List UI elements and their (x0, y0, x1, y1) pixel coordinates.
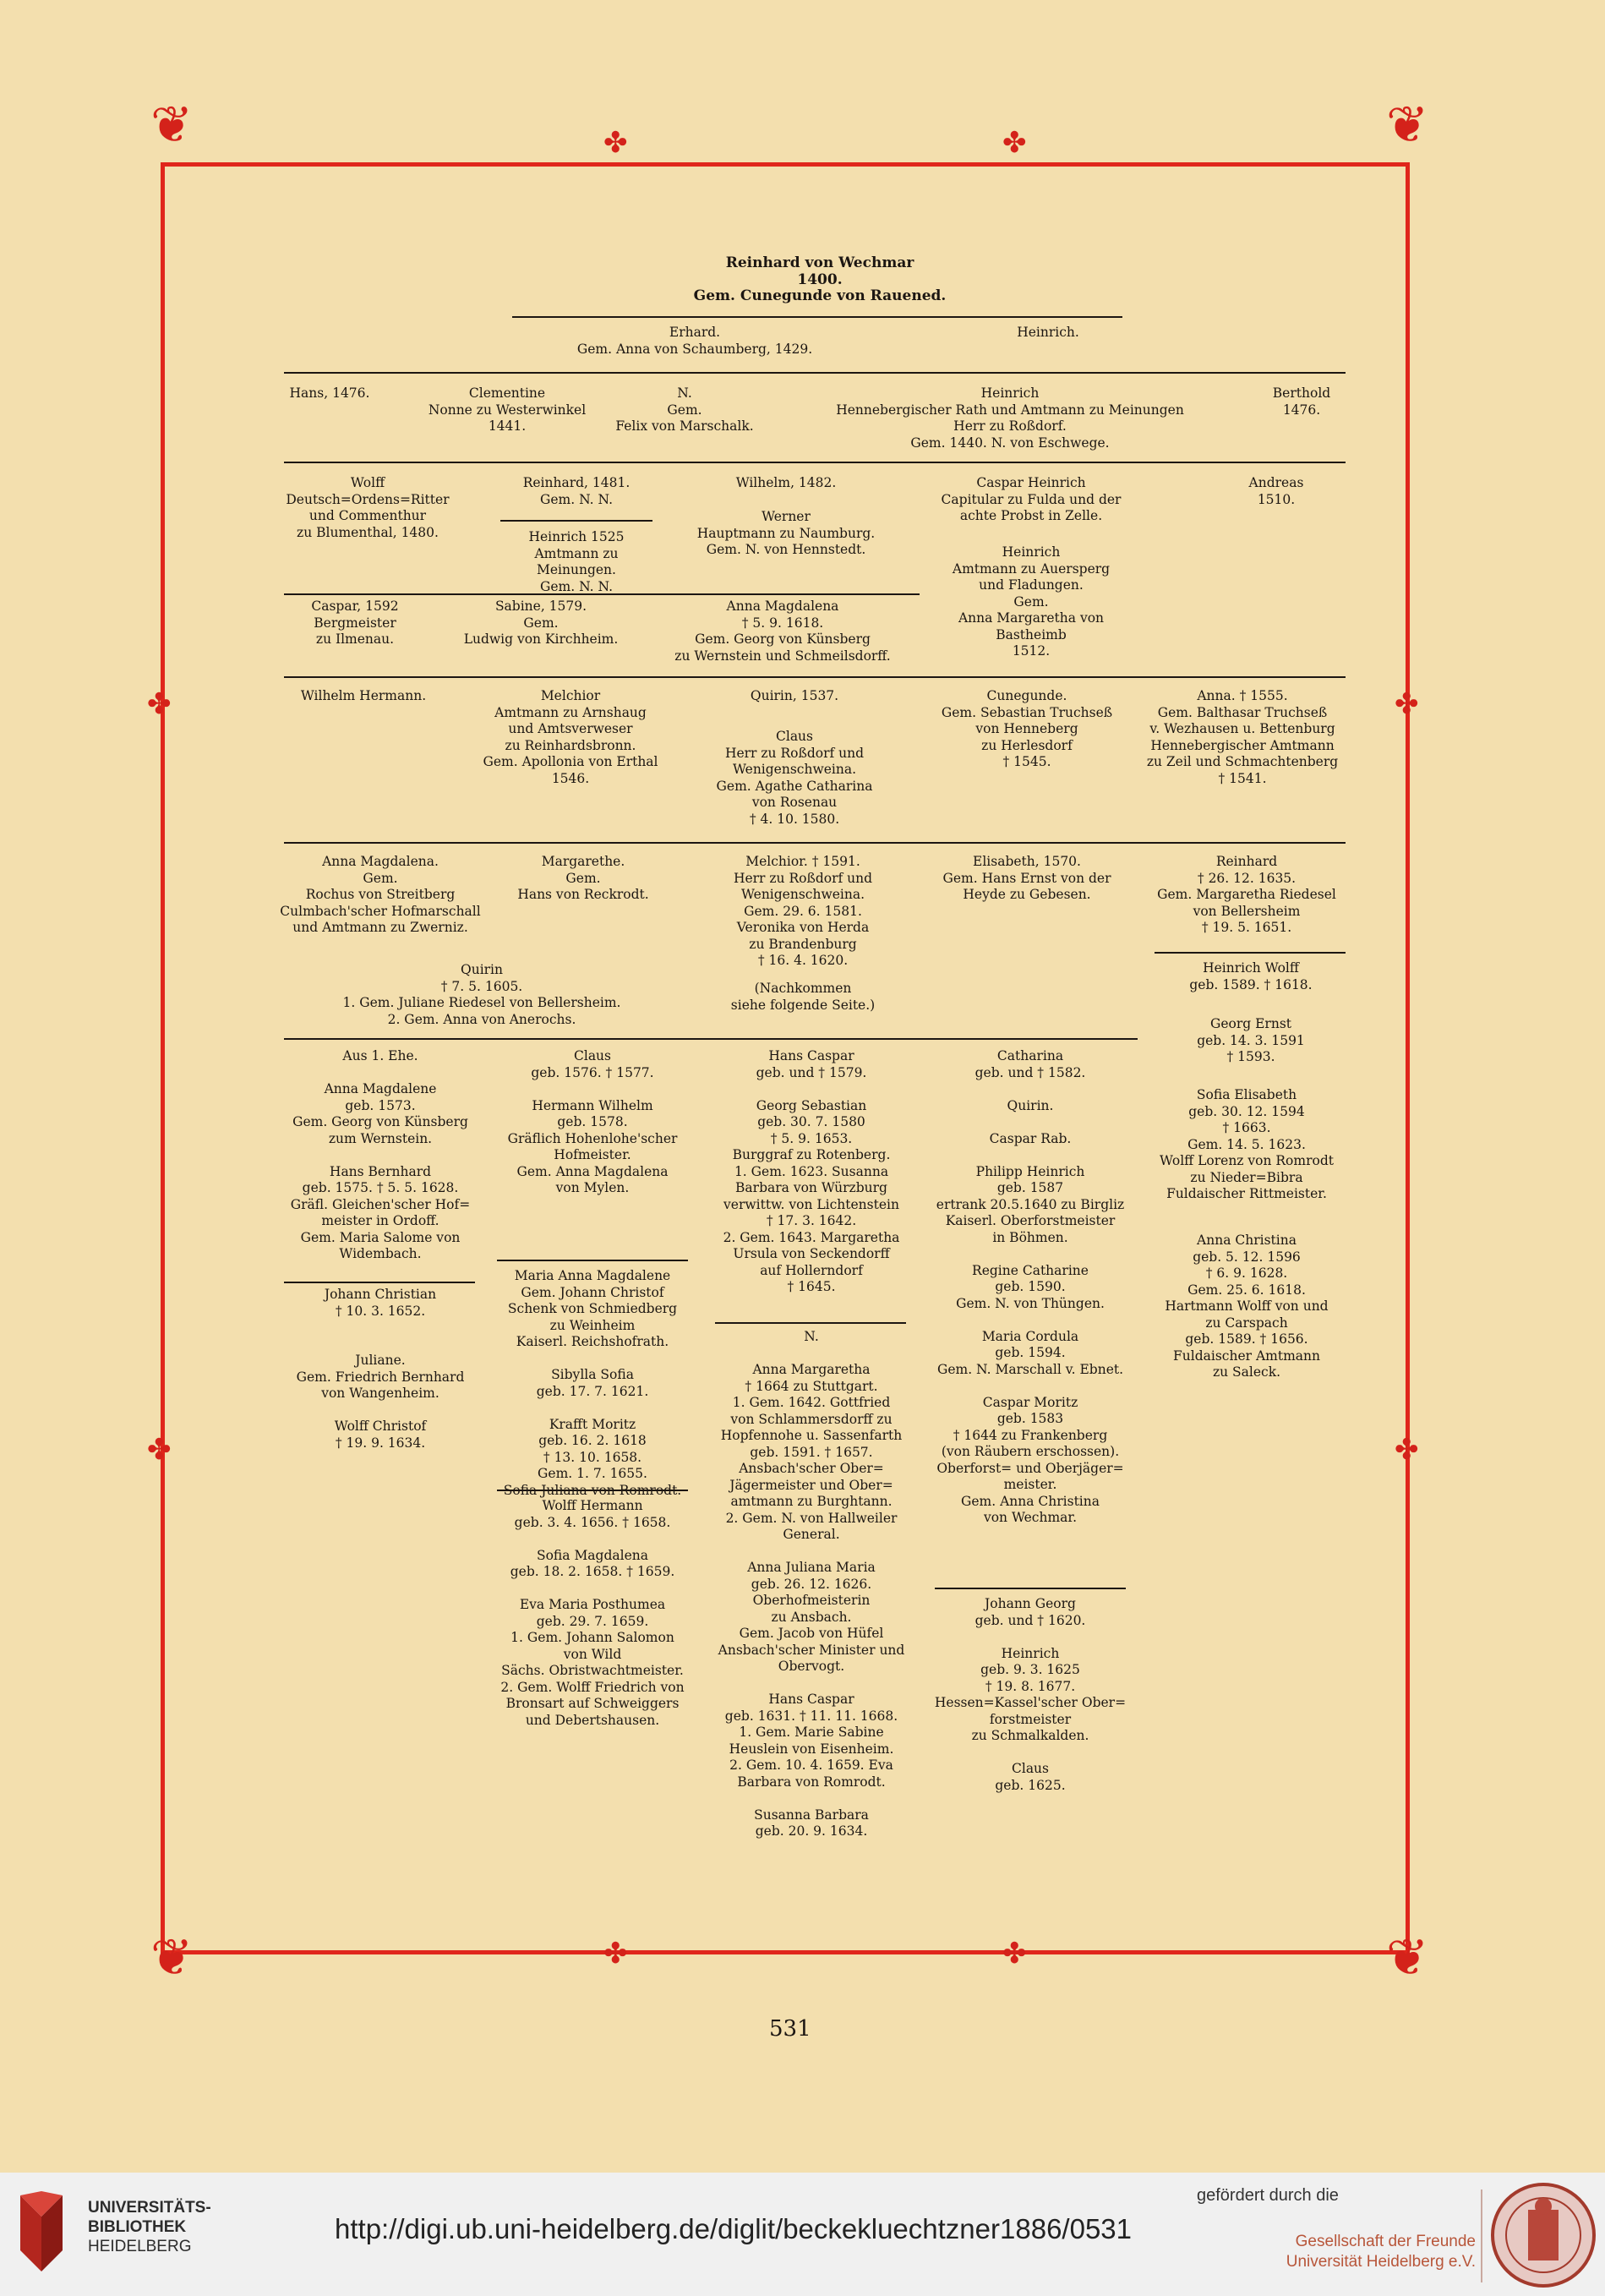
tree-entry: Wolff Hermann geb. 3. 4. 1656. † 1658. Sofia Magdalena geb. 18. 2. 1658. † 1659. Eva Maria Posthumea geb. 29. 7. 1659. 1. Gem. Johann Salomon von Wild Sächs. Obristwachtmeister. 2. Gem. Wolff Friedrich von Bronsart auf Schweiggers und Debertshausen. (500, 1498, 685, 1728)
tree-entry: Sabine, 1579. Gem. Ludwig von Kirchheim. (463, 599, 619, 647)
edge-ornament-icon: ✤ (147, 1433, 172, 1467)
tree-entry: Johann Christian † 10. 3. 1652. Juliane. Gem. Friedrich Bernhard von Wangenheim. Wolff Christof † 19. 9. 1634. (296, 1287, 465, 1451)
edge-ornament-icon: ✤ (603, 126, 628, 160)
tree-entry: Heinrich Wolff geb. 1589. † 1618. (1189, 960, 1313, 992)
tree-entry: Werner Hauptmann zu Naumburg. Gem. N. von Hennstedt. (696, 509, 876, 557)
tree-connector (1155, 952, 1346, 954)
edge-ornament-icon: ✤ (147, 687, 172, 721)
tree-entry: Caspar, 1592 Bergmeister zu Ilmenau. (311, 599, 399, 647)
tree-entry: Heinrich Hennebergischer Rath und Amtmann zu Meinungen Herr zu Roßdorf. Gem. 1440. N. von Eschwege. (836, 385, 1184, 451)
corner-ornament-icon: ❦ (150, 96, 194, 155)
tree-entry: Anna Magdalena † 5. 9. 1618. Gem. Georg von Künsberg zu Wernstein und Schmeilsdorff. (674, 599, 891, 664)
tree-connector (284, 676, 1346, 678)
tree-entry: N. Anna Margaretha † 1664 zu Stuttgart. 1. Gem. 1642. Gottfried von Schlammersdorff zu Hopfennohe u. Sassenfarth geb. 1591. † 1657. Ansbach'scher Ober= Jägermeister und Ober= amtmann zu Burghtann. 2. Gem. N. von Hallweiler General. Anna Juliana Maria geb. 26. 12. 1626. Oberhofmeisterin zu Ansbach. Gem. Jacob von Hüfel Ansbach'scher Minister und Obervogt. Hans Caspar geb. 1631. † 11. 11. 1668. 1. Gem. Marie Sabine Heuslein von Eisenheim. 2. Gem. 10. 4. 1659. Eva Barbara von Romrodt. Susanna Barbara geb. 20. 9. 1634. (718, 1329, 905, 1839)
tree-entry: Quirin † 7. 5. 1605. 1. Gem. Juliane Riedesel von Bellersheim. 2. Gem. Anna von Anerochs. (342, 962, 621, 1027)
tree-entry: Margarethe. Gem. Hans von Reckrodt. (517, 854, 649, 902)
tree-entry: Erhard. Gem. Anna von Schaumberg, 1429. (576, 325, 813, 357)
tree-entry: Hans, 1476. (289, 385, 370, 401)
tree-entry: Johann Georg geb. und † 1620. Heinrich geb. 9. 3. 1625 † 19. 8. 1677. Hessen=Kassel'scher Ober= forstmeister zu Schmalkalden. Claus geb. 1625. (934, 1596, 1127, 1793)
society-name (1205, 2232, 1476, 2272)
library-name-line: UNIVERSITÄTS- (88, 2199, 211, 2217)
tree-entry: Sofia Elisabeth geb. 30. 12. 1594 † 1663. Gem. 14. 5. 1623. Wolff Lorenz von Romrodt zu Nieder=Bibra Fuldaischer Rittmeister. (1160, 1087, 1334, 1201)
tree-connector (512, 316, 1122, 318)
edge-ornament-icon: ✤ (1395, 687, 1419, 721)
tree-entry: Wilhelm, 1482. (735, 475, 837, 490)
corner-ornament-icon: ❦ (1386, 1928, 1429, 1987)
tree-entry: Anna Christina geb. 5. 12. 1596 † 6. 9. 1628. Gem. 25. 6. 1618. Hartmann Wolff von und zu Carspach geb. 1589. † 1656. Fuldaischer Amtmann zu Saleck. (1165, 1233, 1329, 1380)
library-name (88, 2198, 211, 2256)
university-seal-icon (1489, 2181, 1597, 2289)
tree-entry: Quirin, 1537. (750, 688, 839, 703)
tree-entry: Melchior. † 1591. Herr zu Roßdorf und Wenigenschweina. Gem. 29. 6. 1581. Veronika von Herda zu Brandenburg † 16. 4. 1620. (733, 854, 873, 968)
tree-entry: Maria Anna Magdalene Gem. Johann Christof Schenk von Schmiedberg zu Weinheim Kaiserl. Reichshofrath. Sibylla Sofia geb. 17. 7. 1621. Krafft Moritz geb. 16. 2. 1618 † 13. 10. 1658. Gem. 1. 7. 1655. Sofia Juliana von Romrodt. (503, 1268, 682, 1498)
corner-ornament-icon: ❦ (1386, 96, 1429, 155)
tree-entry: Anna Magdalena. Gem. Rochus von Streitberg Culmbach'scher Hofmarschall und Amtmann zu Zwerniz. (280, 854, 481, 935)
footer-divider (1481, 2189, 1482, 2282)
society-name-line: Gesellschaft der Freunde (1295, 2233, 1476, 2250)
tree-entry: Claus geb. 1576. † 1577. Hermann Wilhelm geb. 1578. Gräflich Hohenlohe'scher Hofmeister. Gem. Anna Magdalena von Mylen. (507, 1048, 678, 1195)
tree-entry: Heinrich. (1017, 325, 1079, 340)
tree-entry: Clementine Nonne zu Westerwinkel 1441. (428, 385, 587, 434)
tree-entry: (Nachkommen siehe folgende Seite.) (730, 981, 876, 1013)
tree-entry: Wolff Deutsch=Ordens=Ritter und Commenthur zu Blumenthal, 1480. (286, 475, 450, 540)
edge-ornament-icon: ✤ (603, 1937, 628, 1971)
family-tree (279, 245, 1352, 1860)
tree-entry: Melchior Amtmann zu Arnshaug und Amtsverweser zu Reinhardsbronn. Gem. Apollonia von Erthal 1546. (483, 688, 658, 786)
tree-connector (284, 372, 1346, 374)
tree-connector (284, 1038, 1138, 1040)
tree-entry: N. Gem. Felix von Marschalk. (615, 385, 754, 434)
tree-entry: Berthold 1476. (1272, 385, 1331, 418)
tree-entry: Reinhard, 1481. Gem. N. N. (522, 475, 631, 507)
tree-entry: Catharina geb. und † 1582. Quirin. Caspar Rab. Philipp Heinrich geb. 1587 ertrank 20.5.1640 zu Birgliz Kaiserl. Oberforstmeister in Böhmen. Regine Catharine geb. 1590. Gem. N. von Thüngen. Maria Cordula geb. 1594. Gem. N. Marschall v. Ebnet. Caspar Moritz geb. 1583 † 1644 zu Frankenberg (von Räubern erschossen). Oberforst= und Oberjäger= meister. Gem. Anna Christina von Wechmar. (936, 1048, 1125, 1525)
tree-connector (284, 842, 1346, 844)
page-number: 531 (769, 2016, 811, 2042)
tree-entry: Elisabeth, 1570. Gem. Hans Ernst von der Heyde zu Gebesen. (942, 854, 1111, 902)
tree-entry: Heinrich 1525 Amtmann zu Meinungen. Gem. N. N. (528, 529, 625, 594)
tree-connector (284, 1282, 475, 1283)
tree-entry: Georg Ernst geb. 14. 3. 1591 † 1593. (1197, 1016, 1305, 1064)
tree-entry: Cunegunde. Gem. Sebastian Truchseß von Henneberg zu Herlesdorf † 1545. (941, 688, 1113, 769)
university-library-logo-icon (12, 2191, 71, 2276)
document-url-link[interactable]: http://digi.ub.uni-heidelberg.de/diglit/beckekluechtzner1886/0531 (335, 2213, 1132, 2244)
edge-ornament-icon: ✤ (1002, 1937, 1027, 1971)
tree-connector (500, 520, 652, 522)
tree-entry: Claus Herr zu Roßdorf und Wenigenschweina. Gem. Agathe Catharina von Rosenau † 4. 10. 1580. (716, 729, 873, 827)
footer-bar (0, 2173, 1605, 2296)
corner-ornament-icon: ❦ (150, 1928, 194, 1987)
tree-entry: Andreas 1510. (1248, 475, 1304, 507)
tree-entry: Hans Caspar geb. und † 1579. Georg Sebastian geb. 30. 7. 1580 † 5. 9. 1653. Burggraf zu Rotenberg. 1. Gem. 1623. Susanna Barbara von Würzburg verwittw. von Lichtenstein † 17. 3. 1642. 2. Gem. 1643. Margaretha Ursula von Seckendorff auf Hollerndorf † 1645. (723, 1048, 900, 1294)
tree-entry: Caspar Heinrich Capitular zu Fulda und der achte Probst in Zelle. (941, 475, 1122, 523)
tree-entry: Reinhard † 26. 12. 1635. Gem. Margaretha Riedesel von Bellersheim † 19. 5. 1651. (1157, 854, 1336, 935)
funded-by-label: gefördert durch die (1197, 2186, 1339, 2205)
tree-entry: Wilhelm Hermann. (300, 688, 427, 703)
tree-connector (497, 1260, 688, 1261)
library-name-line: HEIDELBERG (88, 2238, 192, 2255)
tree-connector (284, 462, 1346, 463)
edge-ornament-icon: ✤ (1002, 126, 1027, 160)
tree-entry: Anna. † 1555. Gem. Balthasar Truchseß v. Wezhausen u. Bettenburg Hennebergischer Amtmann zu Zeil und Schmachtenberg † 1541. (1146, 688, 1339, 786)
tree-entry: Aus 1. Ehe. Anna Magdalene geb. 1573. Gem. Georg von Künsberg zum Wernstein. Hans Bernhard geb. 1575. † 5. 5. 1628. Gräfl. Gleichen'scher Hof= meister in Ordoff. Gem. Maria Salome von Widembach. (290, 1048, 471, 1261)
tree-connector (715, 1322, 906, 1324)
library-name-line: BIBLIOTHEK (88, 2218, 187, 2236)
tree-entry: Heinrich Amtmann zu Auersperg und Fladungen. Gem. Anna Margaretha von Bastheimb 1512. (952, 544, 1111, 659)
tree-entry-root: Reinhard von Wechmar 1400. Gem. Cunegunde von Rauened. (693, 254, 947, 304)
edge-ornament-icon: ✤ (1395, 1433, 1419, 1467)
tree-connector (935, 1588, 1126, 1589)
society-name-line: Universität Heidelberg e.V. (1286, 2253, 1476, 2271)
